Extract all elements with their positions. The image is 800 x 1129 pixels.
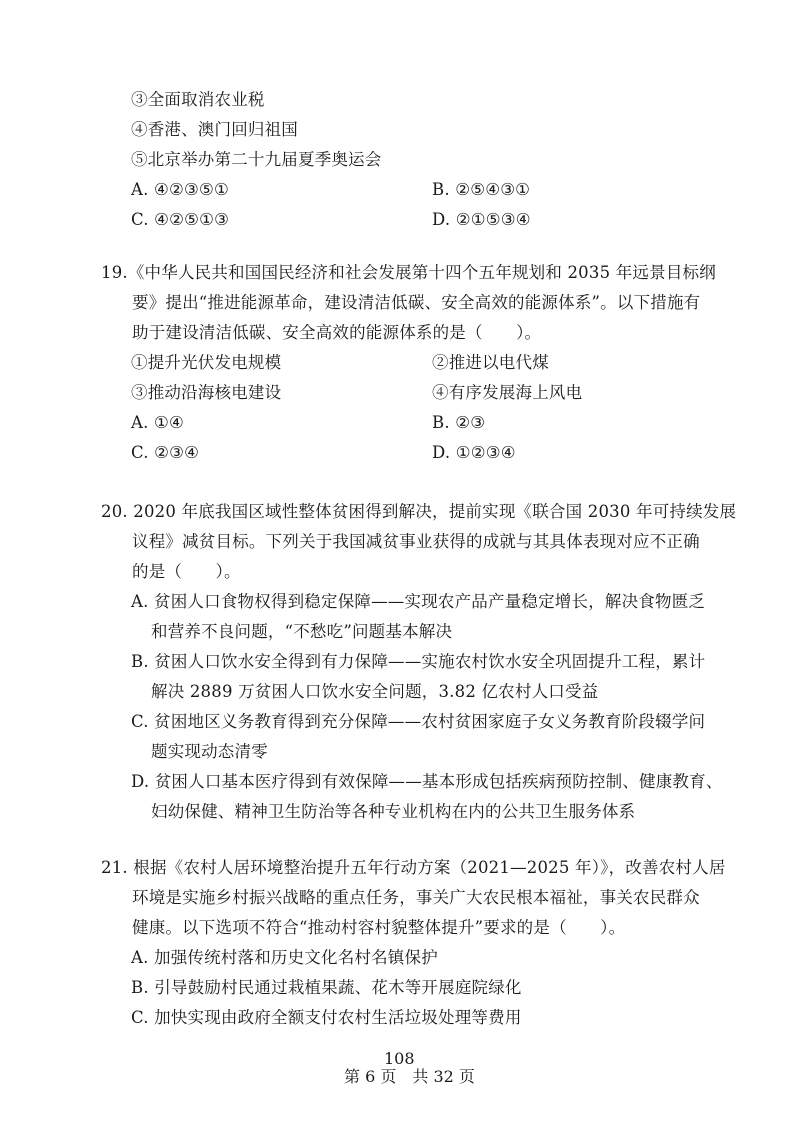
q19-item-1: ①提升光伏发电规模	[131, 353, 282, 372]
q20-option-d-line-2: 妇幼保健、精神卫生防治等各种专业机构在内的公共卫生服务体系	[151, 802, 636, 821]
q19-option-d: D. ①②③④	[432, 443, 516, 462]
q20-option-c-line-1: C. 贫困地区义务教育得到充分保障——农村贫困家庭子女义务教育阶段辍学问	[131, 712, 706, 731]
q20-stem-line-3: 的是（ ）。	[132, 562, 241, 581]
q19-option-c: C. ②③④	[131, 443, 200, 462]
q20-option-a-line-2: 和营养不良问题，“不愁吃”问题基本解决	[151, 622, 453, 641]
q19-option-b: B. ②③	[432, 413, 486, 432]
q20-option-d-line-1: D. 贫困人口基本医疗得到有效保障——基本形成包括疾病预防控制、健康教育、	[131, 772, 723, 791]
q19-item-2: ②推进以电代煤	[432, 353, 549, 372]
q21-option-b: B. 引导鼓励村民通过栽植果蔬、花木等开展庭院绿化	[131, 978, 522, 997]
q21-stem-line-3: 健康。以下选项不符合“推动村容村貌整体提升”要求的是（ ）。	[132, 918, 626, 937]
q20-stem-line-1: 20. 2020 年底我国区域性整体贫困得到解决，提前实现《联合国 2030 年可持续发展	[101, 502, 737, 521]
prev-option-a: A. ④②③⑤①	[131, 180, 229, 199]
q21-stem-line-2: 环境是实施乡村振兴战略的重点任务，事关广大农民根本福祉，事关农民群众	[132, 888, 700, 907]
prev-option-c: C. ④②⑤①③	[131, 210, 230, 229]
prev-item-4: ④香港、澳门回归祖国	[131, 120, 298, 139]
q21-stem-line-1: 21. 根据《农村人居环境整治提升五年行动方案（2021—2025 年）》，改善农村人居	[101, 858, 726, 877]
q20-option-b-line-1: B. 贫困人口饮水安全得到有力保障——实施农村饮水安全巩固提升工程，累计	[131, 652, 706, 671]
q20-option-b-line-2: 解决 2889 万贫困人口饮水安全问题，3.82 亿农村人口受益	[151, 682, 599, 701]
q21-option-c: C. 加快实现由政府全额支付农村生活垃圾处理等费用	[131, 1008, 522, 1027]
page-indicator: 第 6 页 共 32 页	[344, 1067, 475, 1086]
q19-stem-line-2: 要》提出“推进能源革命，建设清洁低碳、安全高效的能源体系”。以下措施有	[132, 293, 701, 312]
q19-item-4: ④有序发展海上风电	[432, 383, 583, 402]
q20-stem-line-2: 议程》减贫目标。下列关于我国减贫事业获得的成就与其具体表现对应不正确	[132, 532, 700, 551]
q20-option-c-line-2: 题实现动态清零	[151, 742, 268, 761]
prev-item-3: ③全面取消农业税	[131, 90, 265, 109]
book-page-number: 108	[384, 1049, 415, 1068]
q19-option-a: A. ①④	[131, 413, 184, 432]
prev-option-d: D. ②①⑤③④	[432, 210, 531, 229]
q19-item-3: ③推动沿海核电建设	[131, 383, 282, 402]
q21-option-a: A. 加强传统村落和历史文化名村名镇保护	[131, 948, 438, 967]
q19-stem-line-3: 助于建设清洁低碳、安全高效的能源体系的是（ ）。	[132, 323, 542, 342]
prev-item-5: ⑤北京举办第二十九届夏季奥运会	[131, 150, 382, 169]
q20-option-a-line-1: A. 贫困人口食物权得到稳定保障——实现农产品产量稳定增长，解决食物匮乏	[131, 592, 706, 611]
prev-option-b: B. ②⑤④③①	[432, 180, 531, 199]
q19-stem-line-1: 19.《中华人民共和国国民经济和社会发展第十四个五年规划和 2035 年远景目标纲	[101, 263, 716, 282]
